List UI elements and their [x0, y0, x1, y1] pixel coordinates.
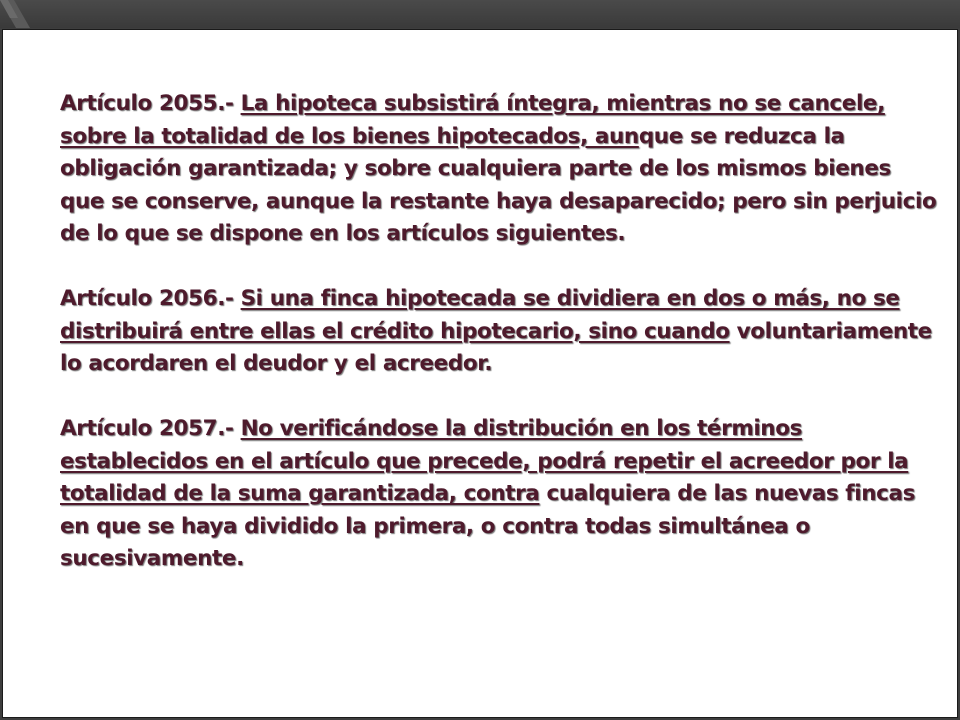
article-2056	[60, 283, 940, 381]
articles-content	[60, 88, 940, 576]
article-underlined-text: La hipoteca subsistirá íntegra, mientras no se cancele, sobre la totalidad de los bienes hipotecados, aun	[60, 91, 885, 149]
article-body-text: voluntariamente lo acordaren el deudor y el acreedor.	[60, 318, 932, 376]
article-heading: Artículo 2057.-	[60, 416, 234, 441]
top-bar	[0, 0, 960, 28]
article-2055	[60, 88, 940, 251]
article-body-text: que se reduzca la obligación garantizada; y sobre cualquiera parte de los mismos bienes que se conserve, aunque la restante haya desaparecido; pero sin perjuicio de lo que se dispone en los artículos siguientes.	[60, 123, 937, 246]
article-2057	[60, 413, 940, 576]
article-underlined-text: No verificándose la distribución en los términos establecidos en el artículo que precede, podrá repetir el acreedor por la totalidad de la suma garantizada, contra	[60, 416, 909, 506]
article-underlined-text: Si una finca hipotecada se dividiera en dos o más, no se distribuirá entre ellas el crédito hipotecario, sino cuando	[60, 286, 900, 344]
article-heading: Artículo 2055.-	[60, 91, 234, 116]
corner-chevron-icon	[0, 0, 40, 28]
article-body-text: cualquiera de las nuevas fincas en que se haya dividido la primera, o contra todas simultánea o sucesivamente.	[60, 481, 915, 571]
article-heading: Artículo 2056.-	[60, 286, 234, 311]
